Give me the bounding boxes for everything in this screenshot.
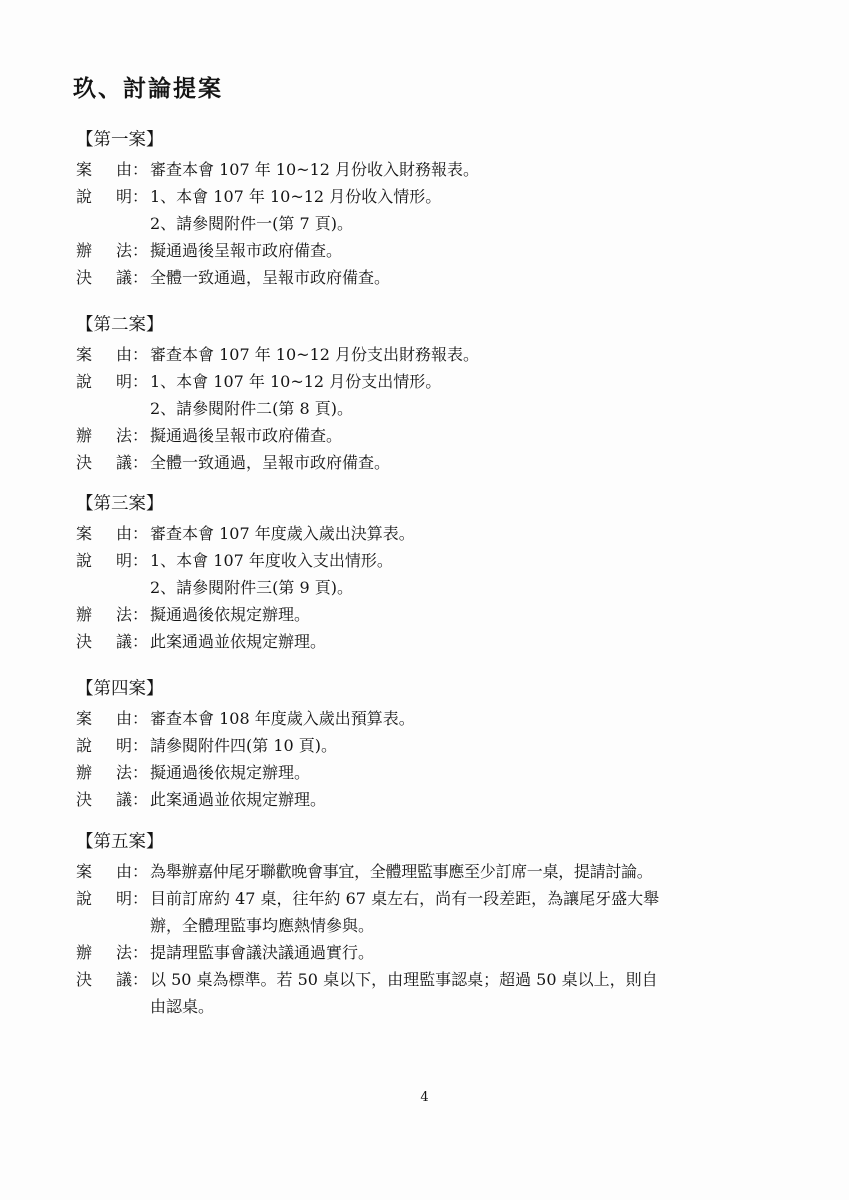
case-reason: 為舉辦嘉仲尾牙聯歡晚會事宜，全體理監事應至少訂席一桌，提請討論。 bbox=[150, 862, 653, 881]
case-heading: 【第三案】 bbox=[76, 494, 164, 514]
case-explain-line: 2、請參閱附件二(第 8 頁)。 bbox=[150, 399, 354, 418]
method-label: 辦 法： bbox=[76, 763, 149, 782]
case-2 bbox=[76, 311, 816, 476]
case-explain-row bbox=[76, 547, 816, 574]
page-title: 玖、討論提案 bbox=[73, 76, 223, 102]
resolution-label: 決 議： bbox=[76, 970, 149, 989]
case-reason: 審查本會 107 年 10~12 月份支出財務報表。 bbox=[150, 345, 480, 364]
case-explain-row bbox=[76, 885, 816, 912]
case-heading: 【第四案】 bbox=[76, 679, 164, 699]
case-method: 擬通過後呈報市政府備查。 bbox=[150, 241, 343, 260]
case-resolution-row bbox=[76, 786, 816, 813]
resolution-label: 決 議： bbox=[76, 632, 149, 651]
case-explain-row bbox=[76, 368, 816, 395]
case-heading: 【第一案】 bbox=[76, 130, 164, 150]
case-method-row bbox=[76, 601, 816, 628]
case-heading: 【第二案】 bbox=[76, 315, 164, 335]
case-explain-line: 目前訂席約 47 桌，往年約 67 桌左右，尚有一段差距，為讓尾牙盛大舉 bbox=[150, 889, 660, 908]
case-resolution-row bbox=[76, 449, 816, 476]
case-method: 擬通過後呈報市政府備查。 bbox=[150, 426, 343, 445]
case-reason-row bbox=[76, 341, 816, 368]
case-explain-row bbox=[76, 732, 816, 759]
case-explain-line: 2、請參閱附件三(第 9 頁)。 bbox=[150, 578, 354, 597]
case-method: 擬通過後依規定辦理。 bbox=[150, 605, 311, 624]
case-explain-line: 1、本會 107 年度收入支出情形。 bbox=[150, 551, 393, 570]
reason-label: 案 由： bbox=[76, 524, 149, 543]
case-method-row bbox=[76, 759, 816, 786]
reason-label: 案 由： bbox=[76, 862, 149, 881]
case-explain-line: 1、本會 107 年 10~12 月份支出情形。 bbox=[150, 372, 442, 391]
case-explain-line: 2、請參閱附件一(第 7 頁)。 bbox=[150, 214, 354, 233]
case-reason-row bbox=[76, 520, 816, 547]
explain-label: 說 明： bbox=[76, 889, 149, 908]
case-1 bbox=[76, 126, 816, 291]
explain-label: 說 明： bbox=[76, 372, 149, 391]
method-label: 辦 法： bbox=[76, 943, 149, 962]
case-resolution: 以 50 桌為標準。若 50 桌以下，由理監事認桌；超過 50 桌以上，則自 bbox=[150, 970, 658, 989]
case-resolution-row bbox=[76, 966, 816, 993]
case-method-row bbox=[76, 422, 816, 449]
resolution-label: 決 議： bbox=[76, 453, 149, 472]
case-reason: 審查本會 108 年度歲入歲出預算表。 bbox=[150, 709, 415, 728]
explain-label: 說 明： bbox=[76, 551, 149, 570]
explain-label: 說 明： bbox=[76, 736, 149, 755]
case-resolution: 此案通過並依規定辦理。 bbox=[150, 790, 327, 809]
case-explain-line: 請參閱附件四(第 10 頁)。 bbox=[150, 736, 338, 755]
case-heading: 【第五案】 bbox=[76, 832, 164, 852]
case-5 bbox=[76, 828, 816, 1020]
case-explain-row bbox=[76, 183, 816, 210]
explain-label: 說 明： bbox=[76, 187, 149, 206]
resolution-label: 決 議： bbox=[76, 268, 149, 287]
case-resolution: 全體一致通過，呈報市政府備查。 bbox=[150, 453, 391, 472]
case-resolution: 此案通過並依規定辦理。 bbox=[150, 632, 327, 651]
method-label: 辦 法： bbox=[76, 605, 149, 624]
page-number: 4 bbox=[420, 1090, 429, 1105]
case-reason: 審查本會 107 年度歲入歲出決算表。 bbox=[150, 524, 415, 543]
case-method-row bbox=[76, 939, 816, 966]
case-reason-row bbox=[76, 705, 816, 732]
case-explain-line: 辦，全體理監事均應熱情參與。 bbox=[150, 916, 375, 935]
reason-label: 案 由： bbox=[76, 345, 149, 364]
resolution-label: 決 議： bbox=[76, 790, 149, 809]
case-reason-row bbox=[76, 156, 816, 183]
case-resolution-row bbox=[76, 628, 816, 655]
case-method-row bbox=[76, 237, 816, 264]
case-4 bbox=[76, 675, 816, 813]
reason-label: 案 由： bbox=[76, 709, 149, 728]
reason-label: 案 由： bbox=[76, 160, 149, 179]
case-method: 提請理監事會議決議通過實行。 bbox=[150, 943, 375, 962]
case-resolution: 全體一致通過，呈報市政府備查。 bbox=[150, 268, 391, 287]
method-label: 辦 法： bbox=[76, 426, 149, 445]
case-resolution-row bbox=[76, 264, 816, 291]
case-explain-line: 1、本會 107 年 10~12 月份收入情形。 bbox=[150, 187, 442, 206]
case-resolution-line: 由認桌。 bbox=[150, 997, 215, 1016]
case-reason-row bbox=[76, 858, 816, 885]
case-reason: 審查本會 107 年 10~12 月份收入財務報表。 bbox=[150, 160, 480, 179]
case-3 bbox=[76, 490, 816, 655]
method-label: 辦 法： bbox=[76, 241, 149, 260]
case-method: 擬通過後依規定辦理。 bbox=[150, 763, 311, 782]
